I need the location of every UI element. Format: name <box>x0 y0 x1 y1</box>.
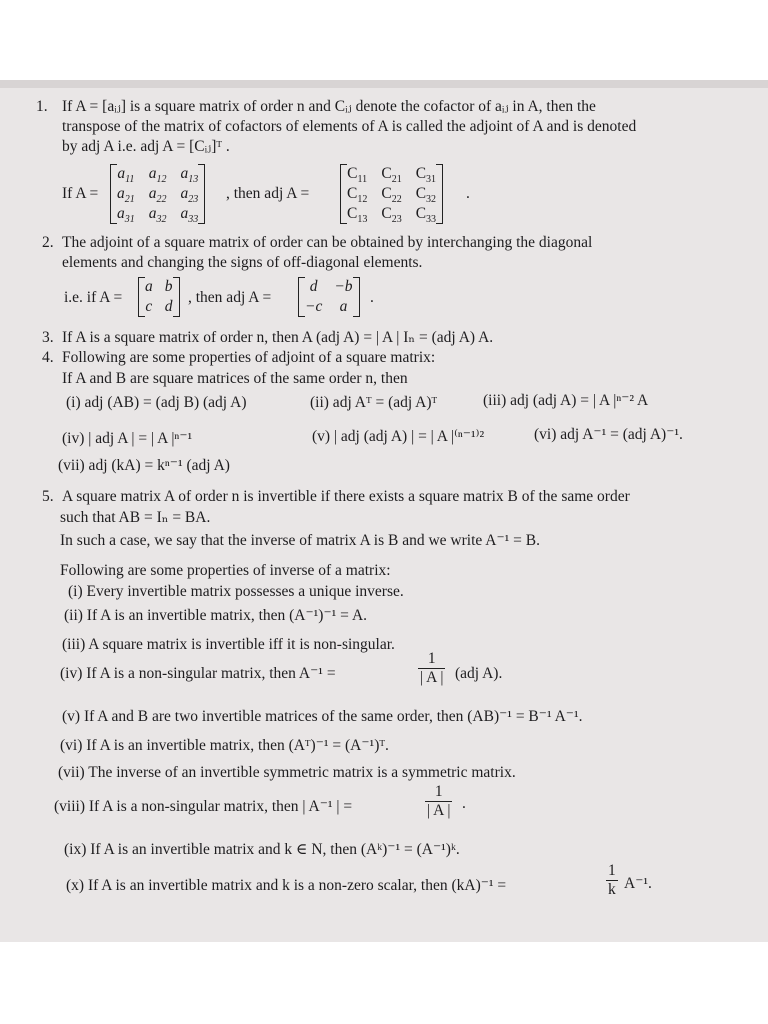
matrix-a-cell: $a_{32}$ <box>148 205 167 225</box>
item-5-line-4: Following are some properties of inverse of a matrix: <box>60 562 391 579</box>
matrix-a-cell: $a_{23}$ <box>180 185 199 205</box>
inverse-property-viii-tail: . <box>462 795 466 812</box>
cofactor-cell: $C_{21}$ <box>381 165 402 185</box>
matrix-2x2-cell: b <box>164 278 173 295</box>
cofactor-cell: $C_{31}$ <box>415 165 437 185</box>
fraction-one-over-k <box>606 862 618 899</box>
item-5-line-1: A square matrix A of order n is invertible if there exists a square matrix B of the same order <box>62 488 630 505</box>
fraction-numerator: 1 <box>608 862 616 879</box>
cofactor-cell: $C_{33}$ <box>415 205 437 225</box>
adjoint-property-vii: (vii) adj (kA) = kⁿ⁻¹ (adj A) <box>58 457 230 474</box>
item-5-line-3: In such a case, we say that the inverse of matrix A is B and we write A⁻¹ = B. <box>60 532 541 549</box>
item-4-line-2: If A and B are square matrices of the same order n, then <box>62 370 408 387</box>
item-3-number: 3. <box>42 329 54 346</box>
inverse-property-i: (i) Every invertible matrix possesses a unique inverse. <box>68 583 404 600</box>
item-1-line-3: by adj A i.e. adj A = [Cᵢⱼ]ᵀ . <box>62 138 230 155</box>
inverse-property-v: (v) If A and B are two invertible matrices of the same order, then (AB)⁻¹ = B⁻¹ A⁻¹. <box>62 708 583 725</box>
item-4-line-1: Following are some properties of adjoint of a square matrix: <box>62 349 436 366</box>
matrix-a-cell: $a_{31}$ <box>117 205 135 225</box>
adj-2x2-cell: −c <box>305 298 323 315</box>
fraction-one-over-det-a <box>418 650 445 687</box>
inverse-property-iii: (iii) A square matrix is invertible iff it is non-singular. <box>62 636 395 653</box>
fraction-denominator: | A | <box>427 802 451 819</box>
item-2-then-label: , then adj A = <box>188 289 272 306</box>
adjoint-property-i: (i) adj (AB) = (adj B) (adj A) <box>66 394 247 411</box>
fraction-denominator: k <box>608 881 616 898</box>
inverse-property-ii: (ii) If A is an invertible matrix, then (A⁻¹)⁻¹ = A. <box>64 607 368 624</box>
page-header-strip <box>0 80 768 88</box>
inverse-property-vii: (vii) The inverse of an invertible symmetric matrix is a symmetric matrix. <box>58 764 516 781</box>
matrix-a-cell: $a_{22}$ <box>148 185 167 205</box>
matrix-a-cell: $a_{11}$ <box>117 165 135 185</box>
adj-2x2-cell: a <box>339 298 348 315</box>
item-2-ie-label: i.e. if A = <box>64 289 123 306</box>
item-2-line-2: elements and changing the signs of off-diagonal elements. <box>62 254 423 271</box>
item-3-text: If A is a square matrix of order n, then A (adj A) = | A | Iₙ = (adj A) A. <box>62 329 494 346</box>
matrix-a-cell: $a_{33}$ <box>180 205 199 225</box>
item-1-period: . <box>466 185 470 202</box>
item-1-then-label: , then adj A = <box>226 185 310 202</box>
inverse-property-ix: (ix) If A is an invertible matrix and k ∈ N, then (Aᵏ)⁻¹ = (A⁻¹)ᵏ. <box>64 841 460 858</box>
adjoint-property-v: (v) | adj (adj A) | = | A |⁽ⁿ⁻¹⁾² <box>312 428 485 445</box>
fraction-one-over-det-a <box>425 783 452 820</box>
fraction-numerator: 1 <box>427 650 436 667</box>
adjoint-property-iv: (iv) | adj A | = | A |ⁿ⁻¹ <box>62 430 193 447</box>
item-1-line-2: transpose of the matrix of cofactors of elements of A is called the adjoint of A and is denoted <box>62 118 637 135</box>
matrix-2x2-cell: c <box>145 298 153 315</box>
item-2-period: . <box>370 289 374 306</box>
textbook-page <box>0 80 768 942</box>
adjoint-property-ii: (ii) adj Aᵀ = (adj A)ᵀ <box>310 394 438 411</box>
inverse-property-vi: (vi) If A is an invertible matrix, then (Aᵀ)⁻¹ = (A⁻¹)ᵀ. <box>60 737 389 754</box>
item-4-number: 4. <box>42 349 54 366</box>
item-2-number: 2. <box>42 234 54 251</box>
matrix-adj-2x2 <box>298 277 360 317</box>
adjoint-property-iii: (iii) adj (adj A) = | A |ⁿ⁻² A <box>483 392 649 409</box>
inverse-property-x-tail: A⁻¹. <box>624 875 652 892</box>
item-5-line-2: such that AB = Iₙ = BA. <box>60 509 211 526</box>
item-2-line-1: The adjoint of a square matrix of order can be obtained by interchanging the diagonal <box>62 234 593 251</box>
matrix-2x2-cell: d <box>164 298 173 315</box>
matrix-a-cell: $a_{13}$ <box>180 165 199 185</box>
matrix-adj-a-3x3 <box>340 164 443 224</box>
inverse-property-viii: (viii) If A is a non-singular matrix, then | A⁻¹ | = <box>54 798 353 815</box>
matrix-a-cell: $a_{12}$ <box>148 165 167 185</box>
fraction-denominator: | A | <box>420 669 444 686</box>
matrix-a-2x2 <box>138 277 180 317</box>
item-1-if-label: If A = <box>62 185 99 202</box>
matrix-a-cell: $a_{21}$ <box>117 185 135 205</box>
inverse-property-iv: (iv) If A is a non-singular matrix, then A⁻¹ = <box>60 665 336 682</box>
cofactor-cell: $C_{13}$ <box>347 205 368 225</box>
item-5-number: 5. <box>42 488 54 505</box>
adj-2x2-cell: −b <box>334 278 353 295</box>
cofactor-cell: $C_{23}$ <box>381 205 402 225</box>
matrix-a-3x3 <box>110 164 205 224</box>
matrix-2x2-cell: a <box>145 278 153 295</box>
item-1-number: 1. <box>36 98 48 115</box>
adj-2x2-cell: d <box>309 278 318 295</box>
cofactor-cell: $C_{11}$ <box>347 165 368 185</box>
inverse-property-iv-tail: (adj A). <box>455 665 503 682</box>
cofactor-cell: $C_{12}$ <box>347 185 368 205</box>
fraction-numerator: 1 <box>434 783 443 800</box>
adjoint-property-vi: (vi) adj A⁻¹ = (adj A)⁻¹. <box>534 426 683 443</box>
inverse-property-x: (x) If A is an invertible matrix and k is a non-zero scalar, then (kA)⁻¹ = <box>66 877 507 894</box>
cofactor-cell: $C_{22}$ <box>381 185 402 205</box>
cofactor-cell: $C_{32}$ <box>415 185 437 205</box>
item-1-line-1: If A = [aᵢⱼ] is a square matrix of order n and Cᵢⱼ denote the cofactor of aᵢⱼ in A, then the <box>62 98 596 115</box>
